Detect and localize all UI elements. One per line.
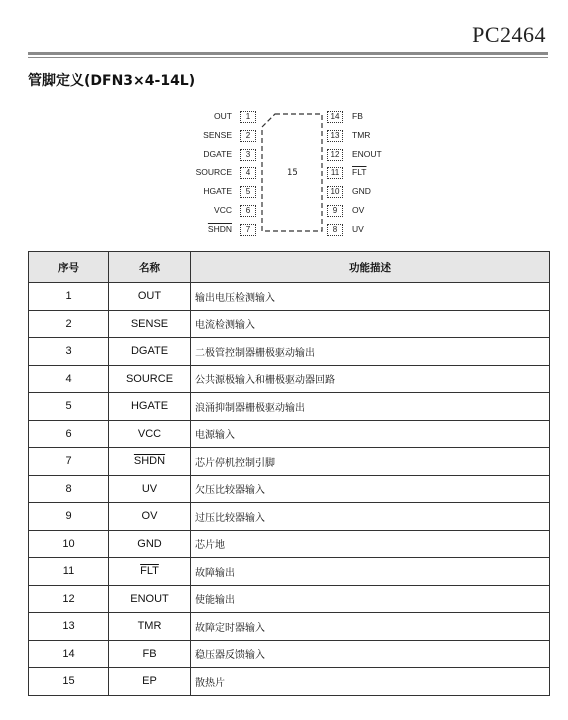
table-header-row [29, 252, 550, 283]
pin-name-cell [109, 503, 191, 531]
part-number: PC2464 [472, 22, 546, 47]
pin-name-cell [109, 613, 191, 641]
pin-index-cell: 11 [29, 558, 109, 586]
table-row [29, 558, 550, 586]
pin-name-cell [109, 448, 191, 476]
pin-index-cell: 1 [29, 283, 109, 311]
table-row [29, 338, 550, 366]
pin-pad: 6 [240, 205, 256, 217]
pin-name-cell [109, 365, 191, 393]
pin-description-cell: 电源输入 [191, 420, 550, 448]
pin-description-cell: 公共源极输入和栅极驱动器回路 [191, 365, 550, 393]
pin-pad: 3 [240, 149, 256, 161]
pin-name-cell [109, 283, 191, 311]
table-row [29, 420, 550, 448]
pin-description-cell: 电流检测输入 [191, 310, 550, 338]
pin-name-cell [109, 530, 191, 558]
table-row [29, 283, 550, 311]
header-name: 名称 [109, 252, 191, 283]
pin-pad: 5 [240, 186, 256, 198]
pin-name-cell [109, 310, 191, 338]
pin-pad: 8 [327, 224, 343, 236]
pin-index-cell: 8 [29, 475, 109, 503]
pin-name-text: ENOUT [130, 592, 169, 605]
pin-index-cell: 4 [29, 365, 109, 393]
pin-description-cell: 散热片 [191, 668, 550, 696]
pin-name-text: HGATE [130, 400, 169, 413]
pin-name-text: SHDN [133, 455, 166, 468]
pin-name-cell [109, 558, 191, 586]
pin-name-text: TMR [137, 620, 162, 633]
pin-pad: 4 [240, 167, 256, 179]
pin-name-text: SOURCE [125, 372, 174, 385]
pin-name-right: $\overline{FLT}$ [352, 167, 367, 178]
pin-description-cell: 二极管控制器栅极驱动输出 [191, 338, 550, 366]
pin-name-cell [109, 640, 191, 668]
exposed-pad-label: 15 [287, 168, 298, 178]
pin-name-left: SOURCE [195, 167, 232, 178]
pin-index-cell: 2 [29, 310, 109, 338]
pin-name-left: HGATE [203, 186, 232, 197]
pin-name-text: FB [142, 647, 157, 660]
pin-pad: 10 [327, 186, 343, 198]
table-row [29, 530, 550, 558]
pin-name-text: SENSE [130, 317, 169, 330]
pin-definition-table [28, 251, 550, 696]
pin-description-cell: 输出电压检测输入 [191, 283, 550, 311]
table-row [29, 310, 550, 338]
pin-name-left: SHDN [207, 223, 232, 234]
pin-index-cell: 9 [29, 503, 109, 531]
pin-name-cell [109, 393, 191, 421]
pin-description-cell: 稳压器反馈输入 [191, 640, 550, 668]
package-outline [0, 0, 568, 250]
pin-name-cell [109, 420, 191, 448]
pin-pad: 11 [327, 167, 343, 179]
pin-name-cell [109, 475, 191, 503]
pin-index-cell: 6 [29, 420, 109, 448]
pin-pad: 14 [327, 111, 343, 123]
pin-name-cell [109, 585, 191, 613]
pin-name-cell [109, 338, 191, 366]
pin-name-right: OV [352, 205, 365, 215]
pin-index-cell: 5 [29, 393, 109, 421]
table-row [29, 613, 550, 641]
section-title: 管脚定义(DFN3×4-14L) [28, 73, 196, 89]
table-row [29, 393, 550, 421]
pin-index-cell: 7 [29, 448, 109, 476]
pin-index-cell: 3 [29, 338, 109, 366]
pin-description-cell: 浪涌抑制器栅极驱动输出 [191, 393, 550, 421]
pin-pad: 7 [240, 224, 256, 236]
table-row [29, 475, 550, 503]
pin-description-cell: 故障定时器输入 [191, 613, 550, 641]
pin-name-left: DGATE [203, 148, 232, 159]
pin-name-text: OUT [137, 290, 162, 303]
pin-index-cell: 10 [29, 530, 109, 558]
pin-name-left: VCC [214, 205, 232, 215]
pin-name-right: FB [352, 111, 363, 121]
pin-name-text: $\overline{FLT}$ [140, 565, 159, 578]
table-row [29, 585, 550, 613]
pin-name-text: DGATE [130, 345, 169, 358]
pin-name-text: UV [141, 482, 158, 495]
pin-index-cell: 13 [29, 613, 109, 641]
table-row [29, 668, 550, 696]
header-index: 序号 [29, 252, 109, 283]
table-row [29, 640, 550, 668]
pin-name-right: TMR [352, 129, 371, 140]
pin-pad: 2 [240, 130, 256, 142]
pin-description-cell: 芯片地 [191, 530, 550, 558]
pin-name-text: EP [142, 675, 157, 688]
pin-description-cell: 芯片停机控制引脚 [191, 448, 550, 476]
pin-pad: 1 [240, 111, 256, 123]
pin-pad: 9 [327, 205, 343, 217]
pin-name-text: VCC [137, 427, 162, 440]
pin-index-cell: 15 [29, 668, 109, 696]
pin-description-cell: 过压比较器输入 [191, 503, 550, 531]
table-row [29, 448, 550, 476]
pin-pad: 13 [327, 130, 343, 142]
pin-name-right: GND [352, 186, 371, 197]
table-row [29, 503, 550, 531]
pin-index-cell: 14 [29, 640, 109, 668]
pin-name-text: OV [141, 510, 158, 523]
pin-description-cell: 故障输出 [191, 558, 550, 586]
pin-name-right: UV [352, 223, 364, 234]
pin-pad: 12 [327, 149, 343, 161]
pin-name-right: ENOUT [352, 148, 382, 159]
pin-description-cell: 使能输出 [191, 585, 550, 613]
pin-index-cell: 12 [29, 585, 109, 613]
pin-description-cell: 欠压比较器输入 [191, 475, 550, 503]
pin-name-text: GND [137, 537, 162, 550]
pin-name-cell [109, 668, 191, 696]
table-row [29, 365, 550, 393]
header-description: 功能描述 [191, 252, 550, 283]
pin-name-left: SENSE [203, 129, 232, 140]
pin-name-left: OUT [214, 111, 232, 121]
